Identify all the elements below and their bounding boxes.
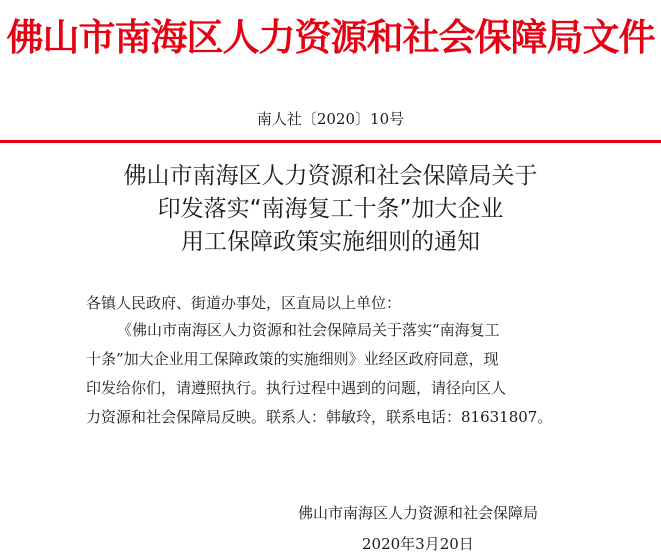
document-title-line: 佛山市南海区人力资源和社会保障局关于 (123, 163, 538, 189)
body-line: 印发给你们，请遵照执行。执行过程中遇到的问题，请径向区人 (86, 379, 507, 397)
document-title-line: 印发落实“南海复工十条”加大企业 (157, 196, 504, 222)
body-line: 十条”加大企业用工保障政策的实施细则》业经区政府同意，现 (86, 350, 499, 368)
body-line: 力资源和社会保障局反映。联系人：韩敏玲，联系电话：81631807。 (86, 408, 553, 426)
body-line: 《佛山市南海区人力资源和社会保障局关于落实“南海复工 (117, 321, 500, 339)
issuing-authority-header: 佛山市南海区人力资源和社会保障局文件 (6, 16, 655, 59)
document-title-line: 用工保障政策实施细则的通知 (181, 229, 480, 255)
body-paragraph (86, 316, 586, 432)
red-divider-line (0, 140, 661, 143)
issue-date: 2020年3月20日 (362, 535, 474, 553)
addressee-line: 各镇人民政府、街道办事处，区直局以上单位： (86, 294, 402, 312)
document-title (0, 160, 661, 259)
document-number: 南人社〔2020〕10号 (256, 110, 405, 128)
signing-authority: 佛山市南海区人力资源和社会保障局 (298, 504, 539, 522)
